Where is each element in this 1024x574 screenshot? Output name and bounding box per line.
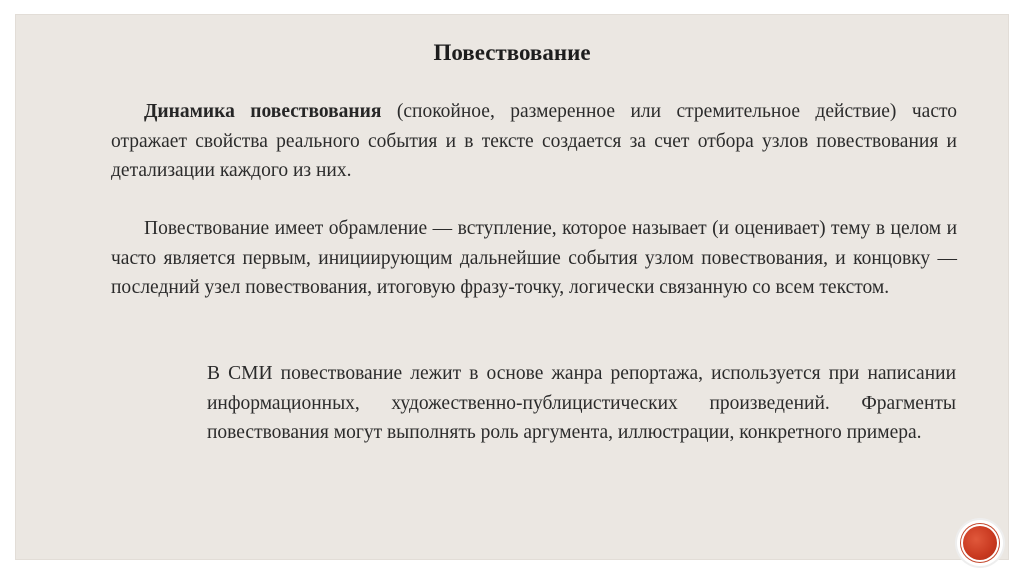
paragraph-rest: (спокойное, размеренное или стремительное действие) часто отражает свойства реального события и в тексте создается за счет отбора узлов повествования и детализации каждого из них.	[111, 101, 957, 181]
paragraph-narrative-dynamics	[111, 97, 957, 186]
paragraph-media-narrative: В СМИ повествование лежит в основе жанра репортажа, используется при написании информационных, художественно-публицистических произведений. Фрагменты повествования могут выполнять роль аргумента, иллюстрации, конкретного примера.	[207, 363, 956, 443]
circle-button-icon	[961, 524, 999, 562]
slide-nav-button[interactable]	[957, 520, 1003, 566]
paragraph-bold-lead: Динамика повествования	[144, 101, 382, 122]
slide-title: Повествование	[433, 40, 591, 65]
paragraph-narrative-framing: Повествование имеет обрамление — вступление, которое называет (и оценивает) тему в целом и часто является первым, инициирующим дальнейшие события узлом повествования, и концовку — последний узел повествования, итоговую фразу-точку, логически связанную со всем текстом.	[111, 218, 957, 298]
